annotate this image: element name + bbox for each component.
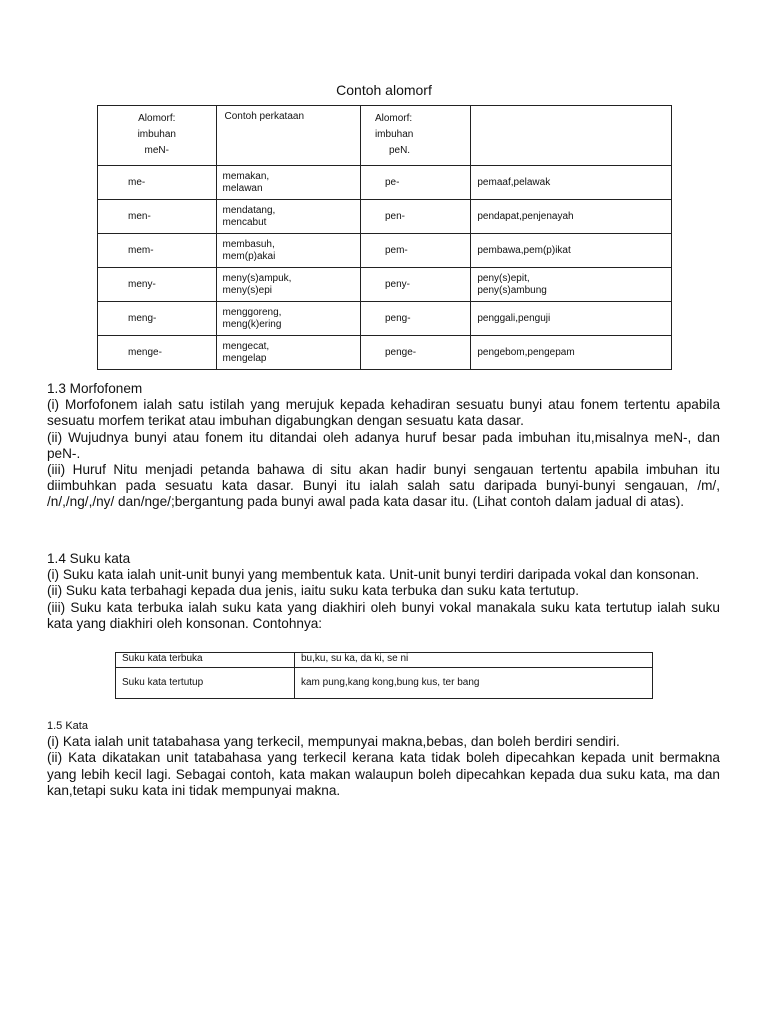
example-word: mengelap	[222, 352, 267, 364]
allomorph-men: me-	[98, 166, 217, 200]
allomorph-pen: penge-	[360, 336, 470, 370]
allomorph-table	[97, 105, 672, 370]
header-empty	[471, 106, 672, 166]
allomorph-pen: peng-	[360, 302, 470, 336]
section-heading: 1.3 Morfofonem	[47, 381, 143, 396]
examples-men	[216, 166, 360, 200]
table-header-row	[98, 106, 672, 166]
example-word: mem(p)akai	[222, 250, 276, 262]
allomorph-pen: pen-	[360, 200, 470, 234]
allomorph-pen: pem-	[360, 234, 470, 268]
header-men-allomorph	[98, 106, 217, 166]
allomorph-men: meny-	[98, 268, 217, 302]
header-text: Alomorf:	[138, 113, 176, 124]
paragraph: (iii) Suku kata terbuka ialah suku kata yang diakhiri oleh bunyi vokal manakala suku kata tertutup ialah suku kata yang diakhiri oleh konsonan. Contohnya:	[47, 599, 720, 631]
header-text: imbuhan	[137, 129, 176, 140]
table-row	[98, 200, 672, 234]
example-word: peny(s)epit,	[477, 272, 530, 284]
examples-men	[216, 268, 360, 302]
syllable-examples: kam pung,kang kong,bung kus, ter bang	[295, 668, 653, 699]
paragraph: (ii) Suku kata terbahagi kepada dua jenis, iaitu suku kata terbuka dan suku kata tertutup.	[47, 583, 579, 599]
example-word: meng(k)ering	[222, 318, 282, 330]
example-word: menggoreng,	[222, 306, 282, 318]
section-heading: 1.5 Kata	[47, 720, 88, 732]
paragraph: (i) Morfofonem ialah satu istilah yang merujuk kepada kehadiran sesuatu bunyi atau fonem tertentu apabila sesuatu morfem terikat atau imbuhan digabungkan dengan sesuatu kata dasar.	[47, 397, 720, 429]
example-word: meny(s)ampuk,	[222, 272, 292, 284]
example-word: memakan,	[222, 170, 270, 182]
table-row	[98, 234, 672, 268]
example-word: pengebom,pengepam	[477, 346, 575, 358]
header-text: Alomorf:	[374, 113, 413, 124]
examples-men	[216, 200, 360, 234]
example-word: mencabut	[222, 216, 267, 228]
paragraph: (ii) Kata dikatakan unit tatabahasa yang terkecil kerana kata tidak boleh dipecahkan kepada unit bermakna yang lebih kecil lagi. Sebagai contoh, kata makan walaupun boleh dipecahkan kepada dua suku kata, ma dan kan,tetapi suku kata ini tidak mempunyai makna.	[47, 750, 720, 798]
paragraph: (i) Kata ialah unit tatabahasa yang terkecil, mempunyai makna,bebas, dan boleh berdiri sendiri.	[47, 734, 620, 750]
header-text: imbuhan	[374, 129, 414, 140]
header-text: meN-	[144, 145, 169, 156]
examples-pen	[471, 268, 672, 302]
examples-pen	[471, 200, 672, 234]
examples-men	[216, 336, 360, 370]
section-morfofonem	[47, 381, 720, 511]
example-word: membasuh,	[222, 238, 275, 250]
example-word: pemaaf,pelawak	[477, 176, 551, 188]
paragraph: (i) Suku kata ialah unit-unit bunyi yang membentuk kata. Unit-unit bunyi terdiri daripada vokal dan konsonan.	[47, 567, 700, 583]
header-text: Contoh perkataan	[224, 111, 305, 122]
header-examples	[216, 106, 360, 166]
allomorph-pen: pe-	[360, 166, 470, 200]
example-word: melawan	[222, 182, 263, 194]
example-word: mendatang,	[222, 204, 276, 216]
section-heading: 1.4 Suku kata	[47, 551, 131, 566]
section-suku-kata	[47, 551, 720, 632]
examples-pen	[471, 336, 672, 370]
page-title: Contoh alomorf	[336, 82, 432, 98]
syllable-type: Suku kata terbuka	[116, 653, 295, 668]
paragraph: (iii) Huruf Nitu menjadi petanda bahawa di situ akan hadir bunyi sengauan tertentu apabila imbuhan itu diimbuhkan pada sesuatu kata dasar. Bunyi itu ialah salah satu daripada bunyi-bunyi sengauan, /m/, /n/,/ng/,/ny/ dan/nge/;bergantung pada bunyi awal pada kata dasar itu. (Lihat contoh dalam jadual di atas).	[47, 462, 720, 510]
example-word: pembawa,pem(p)ikat	[477, 244, 571, 256]
header-pen-allomorph	[360, 106, 470, 166]
syllable-examples: bu,ku, su ka, da ki, se ni	[295, 653, 653, 668]
example-word: pendapat,penjenayah	[477, 210, 574, 222]
syllable-table	[115, 652, 653, 699]
table-row	[98, 302, 672, 336]
examples-men	[216, 234, 360, 268]
allomorph-men: meng-	[98, 302, 217, 336]
examples-pen	[471, 166, 672, 200]
table-row	[116, 653, 653, 668]
example-word: mengecat,	[222, 340, 270, 352]
example-word: meny(s)epi	[222, 284, 272, 296]
example-word: penggali,penguji	[477, 312, 551, 324]
table-row	[116, 668, 653, 699]
table-row	[98, 268, 672, 302]
allomorph-men: men-	[98, 200, 217, 234]
paragraph: (ii) Wujudnya bunyi atau fonem itu ditandai oleh adanya huruf besar pada imbuhan itu,misalnya meN-, dan peN-.	[47, 429, 720, 461]
section-kata	[47, 718, 720, 799]
allomorph-pen: peny-	[360, 268, 470, 302]
table-row	[98, 166, 672, 200]
syllable-type: Suku kata tertutup	[116, 668, 295, 699]
examples-pen	[471, 234, 672, 268]
table-row	[98, 336, 672, 370]
example-word: peny(s)ambung	[477, 284, 547, 296]
examples-pen	[471, 302, 672, 336]
header-text: peN.	[388, 145, 411, 156]
examples-men	[216, 302, 360, 336]
allomorph-men: menge-	[98, 336, 217, 370]
allomorph-men: mem-	[98, 234, 217, 268]
